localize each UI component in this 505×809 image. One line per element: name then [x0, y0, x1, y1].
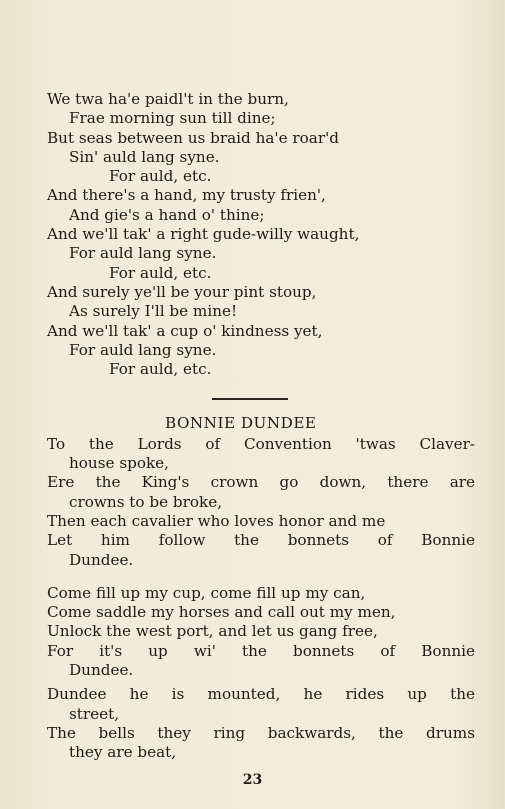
- auld-lang-syne-stanza: [47, 283, 475, 379]
- chorus-line: For auld, etc.: [109, 167, 212, 186]
- verse-line: Come saddle my horses and call out my men,: [47, 603, 396, 622]
- verse-line: We twa ha'e paidl't in the burn,: [47, 90, 289, 108]
- verse-line: And gie's a hand o' thine;: [69, 205, 265, 224]
- verse-line: Dundee.: [69, 661, 134, 680]
- auld-lang-syne-stanza: [47, 186, 475, 282]
- verse-line: Dundee he is mounted, he rides up the: [47, 685, 475, 704]
- verse-line: But seas between us braid ha'e roar'd: [47, 128, 340, 147]
- verse-line: The bells they ring backwards, the drums: [47, 723, 475, 742]
- verse-line: Unlock the west port, and let us gang free,: [47, 622, 378, 641]
- page-text: [47, 90, 475, 763]
- verse-line: As surely I'll be mine!: [69, 302, 238, 321]
- verse-line: Let him follow the bonnets of Bonnie: [47, 531, 475, 550]
- verse-line: And we'll tak' a right gude-willy waught,: [47, 225, 360, 244]
- chorus-line: For auld, etc.: [109, 360, 212, 379]
- verse-line: they are beat,: [69, 743, 177, 762]
- verse-line: And we'll tak' a cup o' kindness yet,: [47, 321, 323, 340]
- verse-line: For auld lang syne.: [69, 340, 217, 359]
- verse-line: And surely ye'll be your pint stoup,: [47, 282, 317, 301]
- chorus-line: For auld, etc.: [109, 263, 212, 282]
- page-number: 23: [242, 772, 263, 788]
- bonnie-dundee-verse: [47, 685, 475, 762]
- verse-line: To the Lords of Convention 'twas Claver-: [47, 434, 475, 453]
- verse-line: For auld lang syne.: [69, 244, 217, 263]
- verse-line: Frae morning sun till dine;: [69, 109, 276, 128]
- verse-line: For it's up wi' the bonnets of Bonnie: [47, 641, 475, 660]
- verse-line: house spoke,: [69, 454, 169, 473]
- verse-line: street,: [69, 704, 120, 723]
- verse-line: Dundee.: [69, 550, 134, 569]
- verse-line: Ere the King's crown go down, there are: [47, 473, 475, 492]
- auld-lang-syne-stanza: [47, 90, 475, 186]
- verse-line: Sin' auld lang syne.: [69, 147, 220, 166]
- song-title: BONNIE DUNDEE: [165, 414, 317, 433]
- section-divider: [212, 398, 288, 400]
- verse-line: crowns to be broke,: [69, 492, 223, 511]
- bonnie-dundee-verse: [47, 584, 475, 680]
- bonnie-dundee-verse: [47, 435, 475, 570]
- verse-line: Then each cavalier who loves honor and me: [47, 511, 386, 530]
- verse-line: Come fill up my cup, come fill up my can,: [47, 583, 366, 602]
- verse-line: And there's a hand, my trusty frien',: [47, 186, 326, 205]
